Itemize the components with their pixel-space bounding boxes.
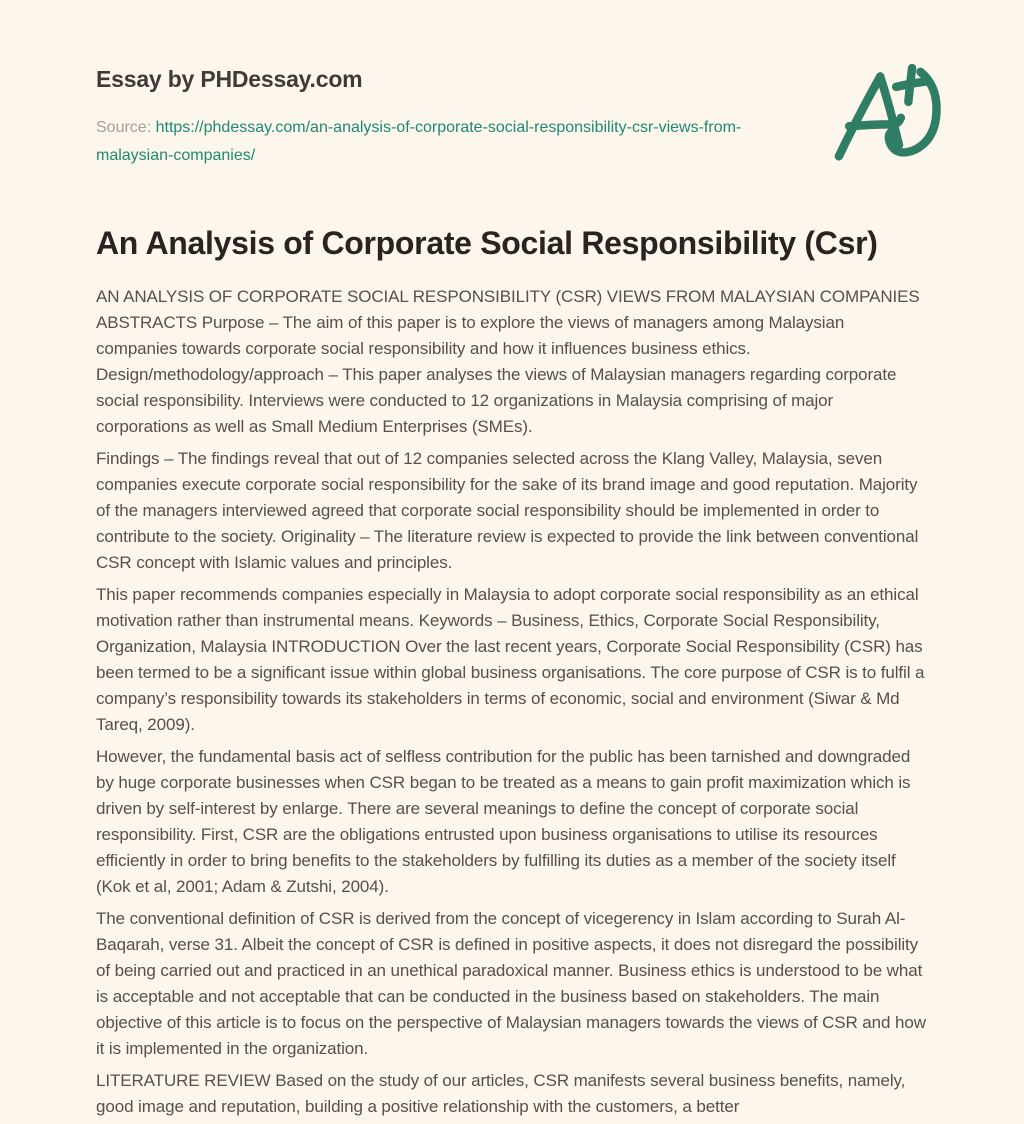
article-paragraph: AN ANALYSIS OF CORPORATE SOCIAL RESPONSIBILITY (CSR) VIEWS FROM MALAYSIAN COMPANIES ABSTRACTS Purpose – The aim of this paper is to explore the views of managers among Malaysian companies towards corporate social responsibility and how it influences business ethics. Design/methodology/approach – This paper analyses the views of Malaysian managers regarding corporate social responsibility. Interviews were conducted to 12 organizations in Malaysia comprising of major corporations as well as Small Medium Enterprises (SMEs). (96, 287, 920, 437)
article-paragraph: However, the fundamental basis act of selfless contribution for the public has been tarnished and downgraded by huge corporate businesses when CSR began to be treated as a means to gain profit maximization which is driven by self-interest by enlarge. There are several meanings to define the concept of corporate social responsibility. First, CSR are the obligations entrusted upon business organisations to utilise its resources efficiently in order to bring benefits to the stakeholders by fulfilling its duties as a member of the society itself (Kok et al, 2001; Adam & Zutshi, 2004). (96, 747, 911, 897)
article-paragraph: LITERATURE REVIEW Based on the study of our articles, CSR manifests several business benefits, namely, good image and reputation, building a positive relationship with the customers, a better (96, 1071, 906, 1117)
article-paragraph: This paper recommends companies especially in Malaysia to adopt corporate social responsibility as an ethical motivation rather than instrumental means. Keywords – Business, Ethics, Corporate Social Responsibility, Organization, Malaysia INTRODUCTION Over the last recent years, Corporate Social Responsibility (CSR) has been termed to be a significant issue within global business organisations. The core purpose of CSR is to fulfil a company’s responsibility towards its stakeholders in terms of economic, social and environment (Siwar & Md Tareq, 2009). (96, 585, 925, 735)
source-label: Source: (96, 119, 152, 136)
phdessay-a-plus-logo-icon (822, 58, 944, 172)
article-paragraph: Findings – The findings reveal that out of 12 companies selected across the Klang Valley, Malaysia, seven companies execute corporate social responsibility for the sake of its brand image and good reputation. Majority of the managers interviewed agreed that corporate social responsibility should be implemented in order to contribute to the society. Originality – The literature review is expected to provide the link between conventional CSR concept with Islamic values and principles. (96, 449, 919, 573)
source-link[interactable]: https://phdessay.com/an-analysis-of-corporate-social-responsibility-csr-views-from-malaysian-companies/ (96, 119, 742, 164)
site-brand-heading: Essay by PHDessay.com (96, 66, 363, 92)
article-title: An Analysis of Corporate Social Responsibility (Csr) (96, 225, 878, 261)
article-body (96, 284, 930, 1120)
article-paragraph: The conventional definition of CSR is derived from the concept of vicegerency in Islam according to Surah Al-Baqarah, verse 31. Albeit the concept of CSR is defined in positive aspects, it does not disregard the possibility of being carried out and practiced in an unethical paradoxical manner. Business ethics is understood to be what is acceptable and not acceptable that can be conducted in the business based on stakeholders. The main objective of this article is to focus on the perspective of Malaysian managers towards the views of CSR and how it is implemented in the organization. (96, 909, 926, 1059)
source-line (96, 114, 768, 170)
